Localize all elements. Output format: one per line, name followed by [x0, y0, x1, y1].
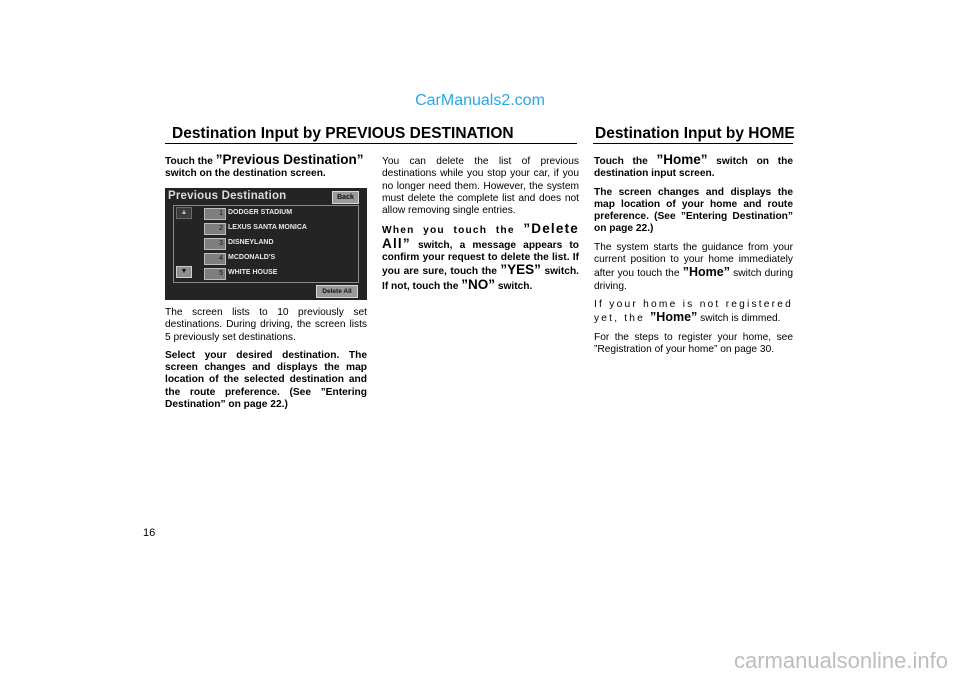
right-heading-rule — [593, 143, 793, 144]
destination-item-1[interactable]: DODGER STADIUM — [228, 209, 293, 216]
text: switch. If not, touch the — [382, 266, 579, 292]
column-1 — [165, 154, 367, 187]
scroll-up-icon[interactable]: ▲ — [176, 207, 192, 219]
no-switch-label: ”NO” — [461, 276, 495, 292]
text: switch, a message appears to confirm your request to delete the list. If you are sure, touch the — [382, 239, 579, 278]
text: When you touch the — [382, 225, 524, 237]
text: If your home is not registered yet, the — [594, 298, 793, 325]
guidance-description — [594, 242, 793, 293]
home-switch-label: ”Home” — [656, 152, 708, 167]
destination-number-3[interactable]: 3 — [204, 238, 226, 250]
destination-number-2[interactable]: 2 — [204, 223, 226, 235]
left-section-heading: Destination Input by PREVIOUS DESTINATION — [172, 125, 514, 142]
text: switch. — [494, 280, 533, 292]
delete-all-button[interactable]: Delete All — [316, 285, 358, 298]
column-3 — [594, 154, 793, 362]
screen-title: Previous Destination — [168, 190, 287, 202]
home-not-registered-note — [594, 299, 793, 326]
select-destination-instruction: Select your desired destination. The screen changes and displays the map location of the selected destination and the route preference. (See ”Entering Destination” on page 22.) — [165, 349, 367, 411]
list-description: The screen lists to 10 previously set destinations. During driving, the screen lists 5 previously set destinations. — [165, 307, 367, 343]
scroll-down-icon[interactable]: ▼ — [176, 266, 192, 278]
delete-all-switch-label: ”Delete All” — [382, 221, 579, 251]
destination-number-4[interactable]: 4 — [204, 253, 226, 265]
destination-number-5[interactable]: 5 — [204, 268, 226, 280]
destination-number-1[interactable]: 1 — [204, 208, 226, 220]
text: switch during driving. — [594, 268, 793, 292]
destination-item-2[interactable]: LEXUS SANTA MONICA — [228, 224, 307, 231]
yes-switch-label: ”YES” — [500, 262, 541, 278]
delete-list-description: You can delete the list of previous destinations while you stop your car, if you no longer need them. However, the system must delete the complete list and does not allow removing single entries. — [382, 156, 579, 217]
destination-item-4[interactable]: MCDONALD'S — [228, 254, 276, 261]
text: Touch the — [594, 156, 657, 167]
left-heading-rule — [165, 143, 577, 144]
text: The system starts the guidance from your current position to your home immediately after you touch the — [594, 241, 793, 280]
instruction-touch-previous — [165, 154, 367, 181]
home-switch-label: ”Home” — [682, 265, 730, 280]
destination-item-3[interactable]: DISNEYLAND — [228, 239, 274, 246]
watermark-carmanualsonline[interactable]: carmanualsonline.info — [733, 648, 948, 673]
previous-destination-switch-label: ”Previous Destination” — [215, 152, 364, 167]
instruction-touch-home — [594, 154, 793, 181]
home-map-description: The screen changes and displays the map location of your home and route preference. (See ”Entering Destination” on page 22.) — [594, 186, 793, 235]
column-2 — [382, 156, 579, 299]
register-home-reference: For the steps to register your home, see ”Registration of your home” on page 30. — [594, 331, 793, 355]
delete-all-instruction — [382, 223, 579, 292]
text: switch on the destination input screen. — [594, 156, 793, 180]
text: Touch the — [165, 156, 216, 167]
destination-item-5[interactable]: WHITE HOUSE — [228, 269, 278, 276]
page-number: 16 — [143, 527, 156, 539]
previous-destination-screen — [165, 188, 367, 300]
back-button[interactable]: Back — [332, 191, 359, 204]
right-section-heading: Destination Input by HOME — [595, 125, 795, 142]
column-1-lower — [165, 307, 367, 417]
text: switch on the destination screen. — [165, 168, 326, 180]
home-switch-label: ”Home” — [650, 310, 698, 325]
text: switch is dimmed. — [697, 313, 781, 325]
watermark-carmanuals2[interactable]: CarManuals2.com — [415, 92, 545, 109]
